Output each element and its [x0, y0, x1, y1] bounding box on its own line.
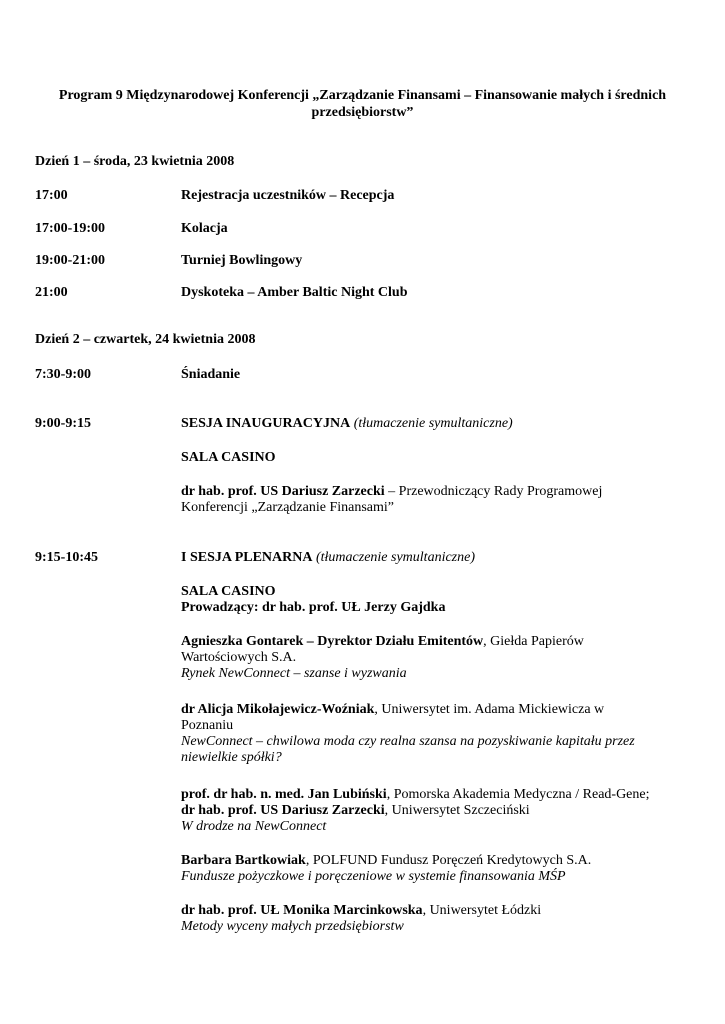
title-line-1: Program 9 Międzynarodowej Konferencji „Zarządzanie Finansami – Finansowanie małych i średnich [58, 88, 667, 103]
talk-speaker-line [181, 787, 691, 803]
speaker-block [181, 484, 691, 516]
speaker-name: prof. dr hab. n. med. Jan Lubiński [181, 787, 387, 802]
translation-note: (tłumaczenie symultaniczne) [315, 550, 475, 565]
schedule-time: 17:00-19:00 [35, 221, 105, 236]
talk-speaker-line [181, 702, 691, 718]
session-name: SESJA INAUGURACYJNA [181, 416, 351, 431]
talk-topic: W drodze na NewConnect [181, 819, 327, 834]
talk-topic: Fundusze pożyczkowe i poręczeniowe w systemie finansowania MŚP [181, 869, 566, 884]
schedule-time: 21:00 [35, 285, 68, 300]
speaker-line [181, 484, 691, 500]
speaker-affiliation: , POLFUND Fundusz Poręczeń Kredytowych S.A. [305, 853, 592, 868]
title-line-2: przedsiębiorstw” [311, 105, 414, 120]
session-chair: Prowadzący: dr hab. prof. UŁ Jerzy Gajdka [181, 600, 446, 615]
session-title [181, 550, 690, 566]
schedule-time: 9:15-10:45 [35, 550, 98, 565]
speaker-name: dr hab. prof. US Dariusz Zarzecki [181, 803, 385, 818]
speaker-name: dr hab. prof. UŁ Monika Marcinkowska [181, 903, 423, 918]
talk-item [181, 787, 691, 835]
schedule-time: 19:00-21:00 [35, 253, 105, 268]
talk-item [181, 853, 691, 885]
session-title [181, 416, 690, 432]
speaker-affiliation: , Uniwersytet Szczeciński [384, 803, 530, 818]
talk-topic: Rynek NewConnect – szanse i wyzwania [181, 666, 407, 681]
speaker-affiliation-cont: Poznaniu [181, 718, 234, 733]
speaker-role: – Przewodniczący Rady Programowej [384, 484, 603, 499]
talk-speaker-line [181, 634, 691, 650]
speaker-affiliation: , Giełda Papierów [483, 634, 584, 649]
speaker-affiliation: , Uniwersytet im. Adama Mickiewicza w [374, 702, 605, 717]
talk-topic-cont: niewielkie spółki? [181, 750, 282, 765]
day2-heading: Dzień 2 – czwartek, 24 kwietnia 2008 [35, 332, 256, 347]
talk-speaker-line [181, 853, 691, 869]
day1-heading: Dzień 1 – środa, 23 kwietnia 2008 [35, 154, 235, 169]
speaker-affiliation: , Uniwersytet Łódzki [422, 903, 542, 918]
room-label: SALA CASINO [181, 450, 276, 465]
speaker-name: dr Alicja Mikołajewicz-Woźniak [181, 702, 375, 717]
translation-note: (tłumaczenie symultaniczne) [353, 416, 513, 431]
speaker-name: Agnieszka Gontarek – Dyrektor Działu Emitentów [181, 634, 484, 649]
schedule-time: 9:00-9:15 [35, 416, 91, 431]
speaker-name: dr hab. prof. US Dariusz Zarzecki [181, 484, 385, 499]
schedule-desc: Turniej Bowlingowy [181, 253, 303, 268]
schedule-desc: Dyskoteka – Amber Baltic Night Club [181, 285, 408, 300]
room-chair-block [181, 584, 691, 616]
talk-item [181, 903, 691, 935]
talk-topic: Metody wyceny małych przedsiębiorstw [181, 919, 404, 934]
schedule-time: 17:00 [35, 188, 68, 203]
page-title [30, 87, 695, 121]
speaker-affiliation: , Pomorska Akademia Medyczna / Read-Gene; [386, 787, 650, 802]
talk-item [181, 634, 691, 682]
schedule-desc: Kolacja [181, 221, 228, 236]
session-name: I SESJA PLENARNA [181, 550, 313, 565]
talk-speaker-line [181, 903, 691, 919]
schedule-time: 7:30-9:00 [35, 367, 91, 382]
talk-item [181, 702, 691, 766]
speaker-affiliation-cont: Wartościowych S.A. [181, 650, 297, 665]
schedule-desc: Śniadanie [181, 367, 241, 382]
speaker-name: Barbara Bartkowiak [181, 853, 306, 868]
schedule-desc: Rejestracja uczestników – Recepcja [181, 188, 395, 203]
talk-speaker-line [181, 803, 691, 819]
talk-topic: NewConnect – chwilowa moda czy realna szansa na pozyskiwanie kapitału przez [181, 734, 635, 749]
speaker-role-cont: Konferencji „Zarządzanie Finansami” [181, 500, 395, 515]
room-label: SALA CASINO [181, 584, 276, 599]
